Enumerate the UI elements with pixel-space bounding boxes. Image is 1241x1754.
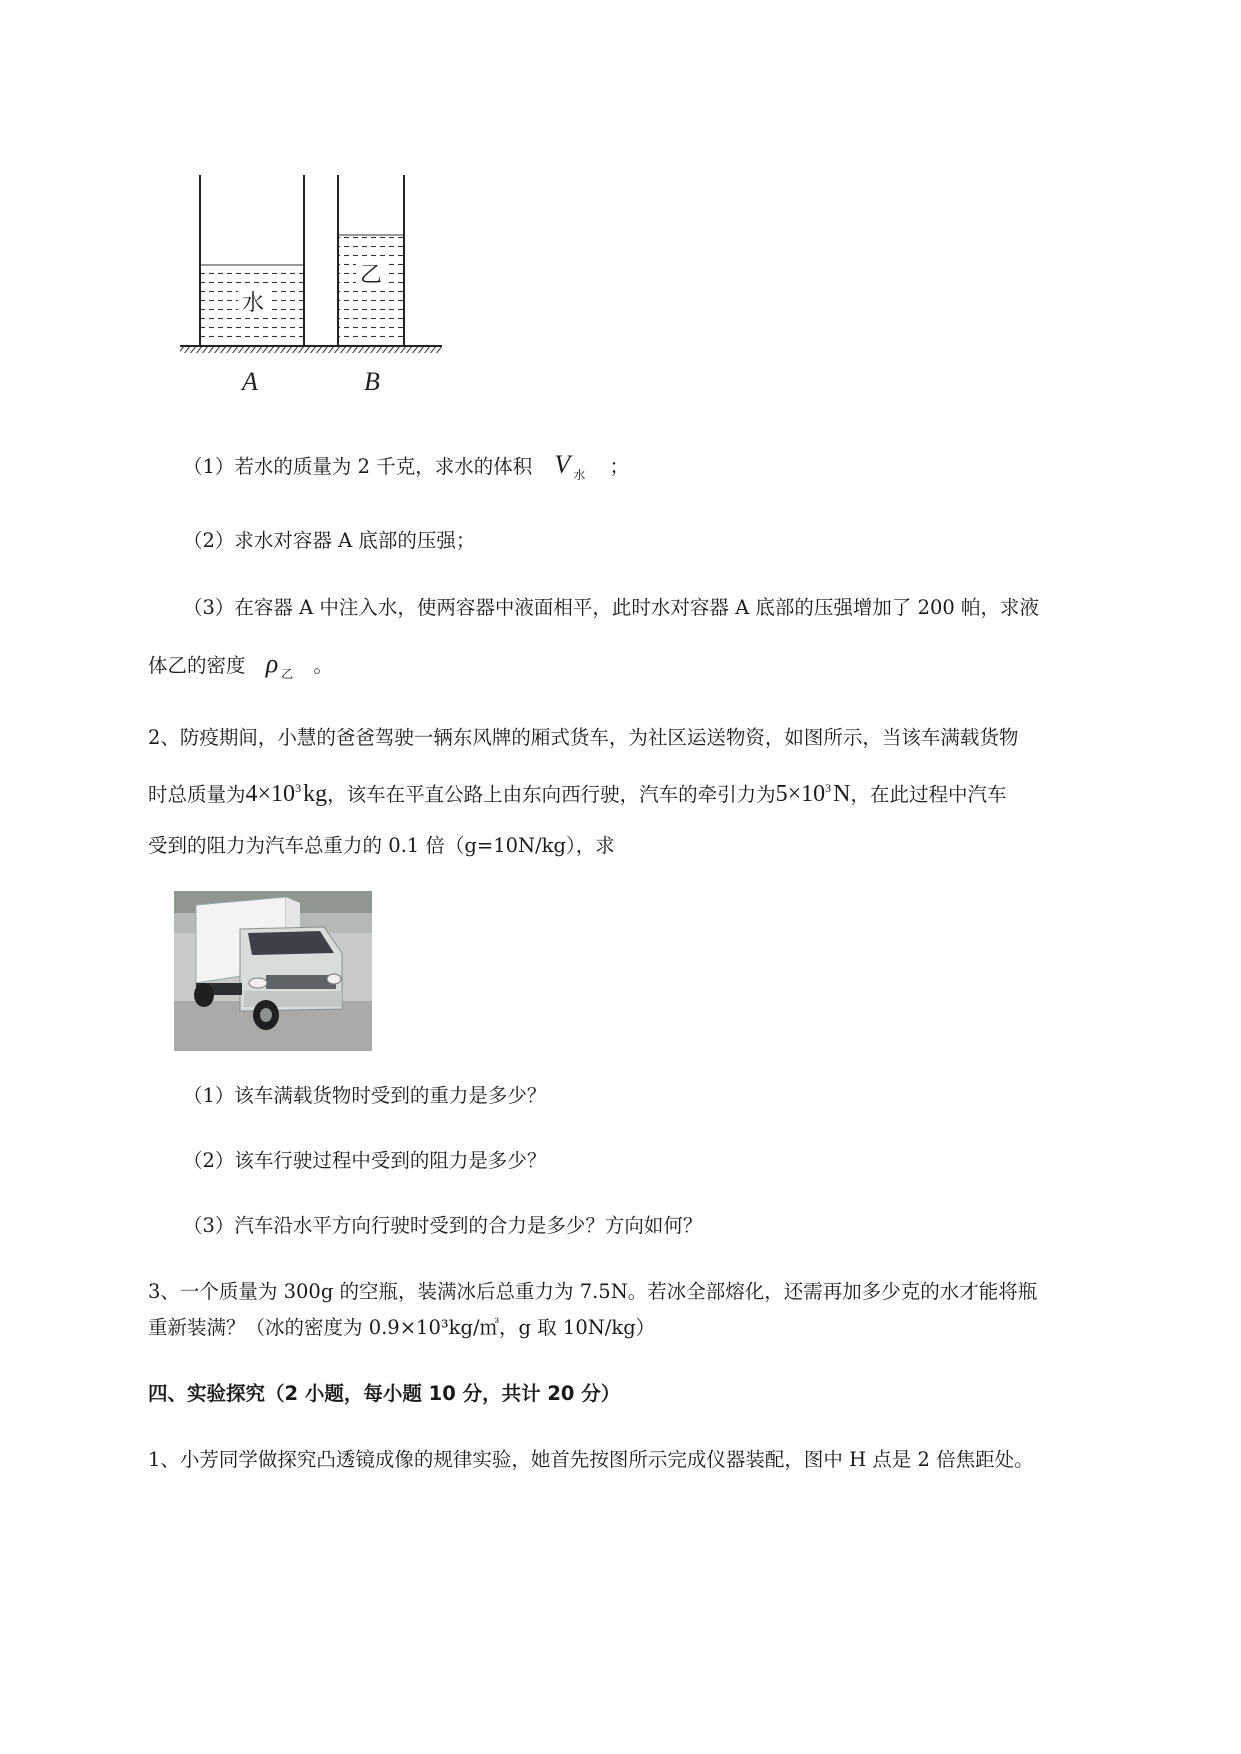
q1-part2: （2）求水对容器 A 底部的压强； bbox=[183, 529, 476, 552]
q3-line1: 3、一个质量为 300g 的空瓶，装满冰后总重力为 7.5N。若冰全部熔化，还需再加多少克的水才能将瓶 bbox=[148, 1280, 1038, 1303]
liquid-b-label: 乙 bbox=[359, 263, 383, 288]
q2-part3: （3）汽车沿水平方向行驶时受到的合力是多少？方向如何？ bbox=[183, 1214, 703, 1237]
section4-q1-line1: 1、小芳同学做探究凸透镜成像的规律实验，她首先按图所示完成仪器装配，图中 H 点是 2 倍焦距处。 bbox=[148, 1448, 1034, 1471]
q3-line2: 重新装满？（冰的密度为 0.9×10³kg/㎥，g 取 10N/kg） bbox=[148, 1316, 656, 1339]
q2-line3: 受到的阻力为汽车总重力的 0.1 倍（g=10N/kg），求 bbox=[148, 834, 615, 857]
container-a bbox=[200, 175, 304, 345]
q1-part1: （1）若水的质量为 2 千克，求水的体积 V $_水$ ； bbox=[183, 450, 630, 482]
container-b-label: B bbox=[364, 367, 380, 396]
q1-part3-line2: 体乙的密度 ρ $_乙$ 。 bbox=[148, 649, 333, 681]
section-heading: 四、实验探究（2 小题，每小题 10 分，共计 20 分） bbox=[148, 1382, 621, 1405]
q1-part3-line1: （3）在容器 A 中注入水，使两容器中液面相平，此时水对容器 A 底部的压强增加了 200 帕，求液 bbox=[183, 596, 1039, 619]
q2-line1: 2、防疫期间，小慧的爸爸驾驶一辆东风牌的厢式货车，为社区运送物资，如图所示，当该车满载货物 bbox=[148, 726, 1019, 749]
liquid-a-label: 水 bbox=[241, 291, 265, 316]
q2-line2: 时总质量为$4\times 10^3kg$，该车在平直公路上由东向西行驶，汽车的牵引力为$5\times 10^3N$，在此过程中汽车 bbox=[148, 781, 1007, 807]
density-symbol: ρ $_乙$ bbox=[265, 649, 294, 681]
container-a-label: A bbox=[242, 367, 258, 396]
container-b bbox=[338, 175, 404, 345]
q2-part2: （2）该车行驶过程中受到的阻力是多少？ bbox=[183, 1149, 547, 1172]
truck-photo bbox=[174, 891, 372, 1051]
volume-symbol: V $_水$ bbox=[554, 450, 586, 482]
mass-value: $4\times 10^3kg$ bbox=[245, 781, 328, 807]
q2-part1: （1）该车满载货物时受到的重力是多少？ bbox=[183, 1084, 547, 1107]
force-value: $5\times 10^3N$ bbox=[775, 781, 851, 807]
ground bbox=[180, 346, 442, 353]
containers-figure bbox=[172, 170, 452, 400]
